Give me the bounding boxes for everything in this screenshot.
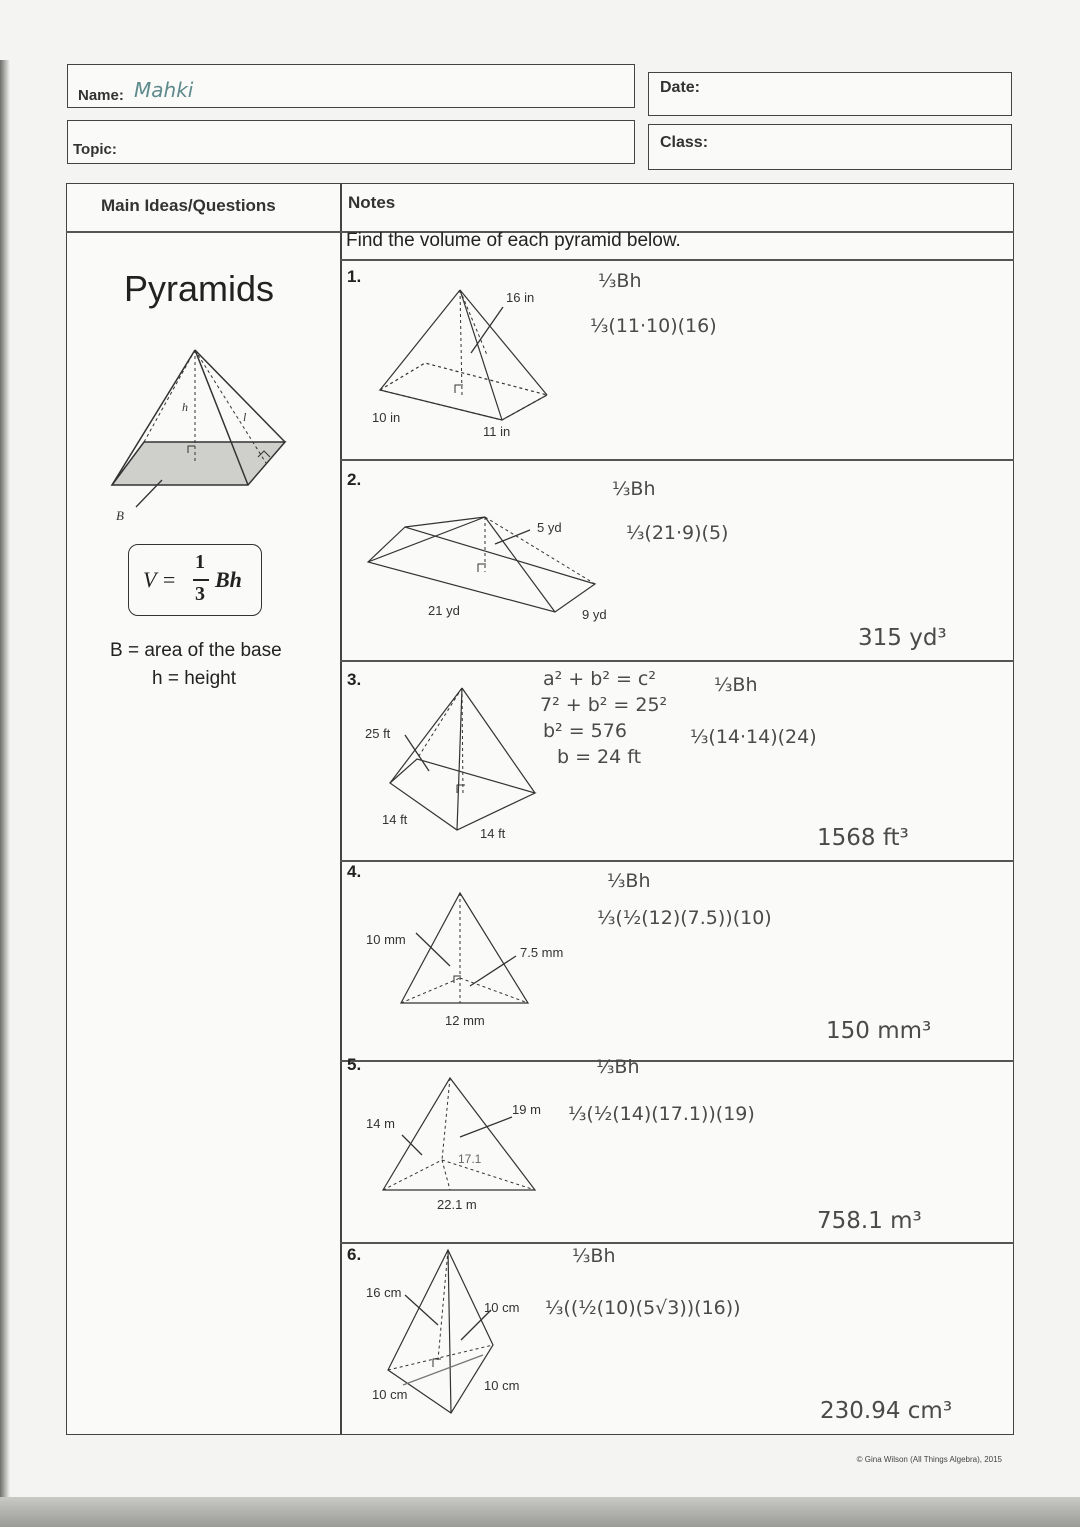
problem-4-answer: 150 mm³	[826, 1018, 932, 1044]
problem-4-work-substitution: ⅓(½(12)(7.5))(10)	[597, 907, 772, 929]
row-divider	[340, 1060, 1014, 1062]
row-divider	[340, 1242, 1014, 1244]
problem-1-width-label: 10 in	[372, 410, 401, 425]
pyramid-base	[112, 442, 285, 485]
problem-3-work-formula: ⅓Bh	[714, 674, 758, 696]
name-value: Mahki	[134, 78, 194, 102]
problem-3-work-b-squared: b² = 576	[543, 720, 627, 742]
problem-1-work-formula: ⅓Bh	[598, 270, 642, 292]
main-ideas-heading: Main Ideas/Questions	[101, 196, 276, 215]
problem-5-slant-label: 19 m	[512, 1102, 541, 1117]
problem-5-apothem-label: 17.1	[458, 1152, 482, 1166]
fraction-bar	[193, 579, 209, 581]
problem-3-number: 3.	[347, 670, 362, 689]
problem-2-work-formula: ⅓Bh	[612, 478, 656, 500]
problem-2-height-label: 5 yd	[537, 520, 562, 535]
definition-base: B = area of the base	[110, 640, 282, 661]
problem-3-work-substitute: 7² + b² = 25²	[540, 694, 668, 716]
topic-label: Topic:	[73, 141, 117, 158]
problem-6-answer: 230.94 cm³	[820, 1398, 953, 1424]
problem-6-work-formula: ⅓Bh	[572, 1245, 616, 1267]
problem-5-number: 5.	[347, 1055, 362, 1074]
problem-1-work-substitution: ⅓(11·10)(16)	[590, 315, 717, 337]
formula-denominator: 3	[195, 583, 205, 605]
problem-3-work-b: b = 24 ft	[557, 746, 642, 768]
problem-3-length-label: 14 ft	[480, 826, 506, 841]
problem-6-slant-label: 16 cm	[366, 1285, 402, 1300]
problem-6-base-left-label: 10 cm	[372, 1387, 408, 1402]
problem-4-base-label: 12 mm	[445, 1013, 485, 1028]
problem-6-base-right-label: 10 cm	[484, 1378, 520, 1393]
instructions-rule	[340, 259, 1014, 261]
problem-3-slant-label: 25 ft	[365, 726, 391, 741]
problem-4-number: 4.	[347, 862, 362, 881]
problem-5-work-substitution: ⅓(½(14)(17.1))(19)	[568, 1103, 755, 1125]
formula-bh: Bh	[215, 567, 242, 592]
row-divider	[340, 660, 1014, 662]
notes-heading: Notes	[348, 193, 396, 212]
formula-v: V =	[143, 567, 177, 592]
pyramid-diagram	[100, 345, 300, 523]
problem-3-width-label: 14 ft	[382, 812, 408, 827]
problem-3-answer: 1568 ft³	[817, 825, 909, 851]
date-field[interactable]	[648, 72, 1012, 116]
problem-2-diagram	[365, 512, 605, 612]
column-divider	[340, 183, 342, 1435]
problem-5-work-formula: ⅓Bh	[596, 1056, 640, 1078]
label-B: B	[116, 508, 124, 523]
definition-height: h = height	[152, 668, 236, 689]
label-h: h	[182, 400, 188, 414]
problem-2-number: 2.	[347, 470, 362, 489]
problem-1-number: 1.	[347, 267, 362, 286]
problem-5-diagram	[380, 1075, 540, 1195]
topic-field[interactable]	[67, 120, 635, 164]
page-edge-shadow	[0, 60, 10, 1510]
problem-2-width-label: 9 yd	[582, 607, 607, 622]
row-divider	[340, 459, 1014, 461]
problem-2-answer: 315 yd³	[858, 625, 947, 651]
problem-3-work-substitution: ⅓(14·14)(24)	[690, 726, 817, 748]
problem-5-answer: 758.1 m³	[817, 1208, 922, 1234]
problem-6-work-substitution: ⅓((½(10)(5√3))(16))	[545, 1297, 741, 1319]
name-label: Name:	[78, 87, 124, 104]
copyright-footer: © Gina Wilson (All Things Algebra), 2015	[856, 1455, 1002, 1464]
problem-4-work-formula: ⅓Bh	[607, 870, 651, 892]
topic-title: Pyramids	[124, 268, 275, 309]
problem-4-height-label: 10 mm	[366, 932, 406, 947]
problem-5-height-label: 14 m	[366, 1116, 395, 1131]
problem-4-apothem-label: 7.5 mm	[520, 945, 564, 960]
instructions-text: Find the volume of each pyramid below.	[346, 230, 681, 251]
problem-1-diagram	[375, 285, 555, 430]
date-label: Date:	[660, 79, 701, 96]
problem-6-number: 6.	[347, 1245, 362, 1264]
volume-formula-box	[128, 544, 262, 616]
problem-1-length-label: 11 in	[483, 424, 511, 439]
problem-6-edge-label: 10 cm	[484, 1300, 520, 1315]
problem-3-work-pythagorean: a² + b² = c²	[543, 668, 656, 690]
problem-2-work-substitution: ⅓(21·9)(5)	[626, 522, 729, 544]
problem-2-length-label: 21 yd	[428, 603, 460, 618]
problem-1-slant-label: 16 in	[506, 290, 535, 305]
class-label: Class:	[660, 134, 709, 151]
row-divider	[340, 860, 1014, 862]
bottom-shadow	[0, 1497, 1080, 1527]
problem-3-diagram	[385, 685, 545, 835]
label-l: l	[243, 410, 247, 424]
formula-numerator: 1	[195, 551, 205, 573]
problem-5-base-label: 22.1 m	[437, 1197, 477, 1212]
problem-4-diagram	[398, 888, 533, 1008]
